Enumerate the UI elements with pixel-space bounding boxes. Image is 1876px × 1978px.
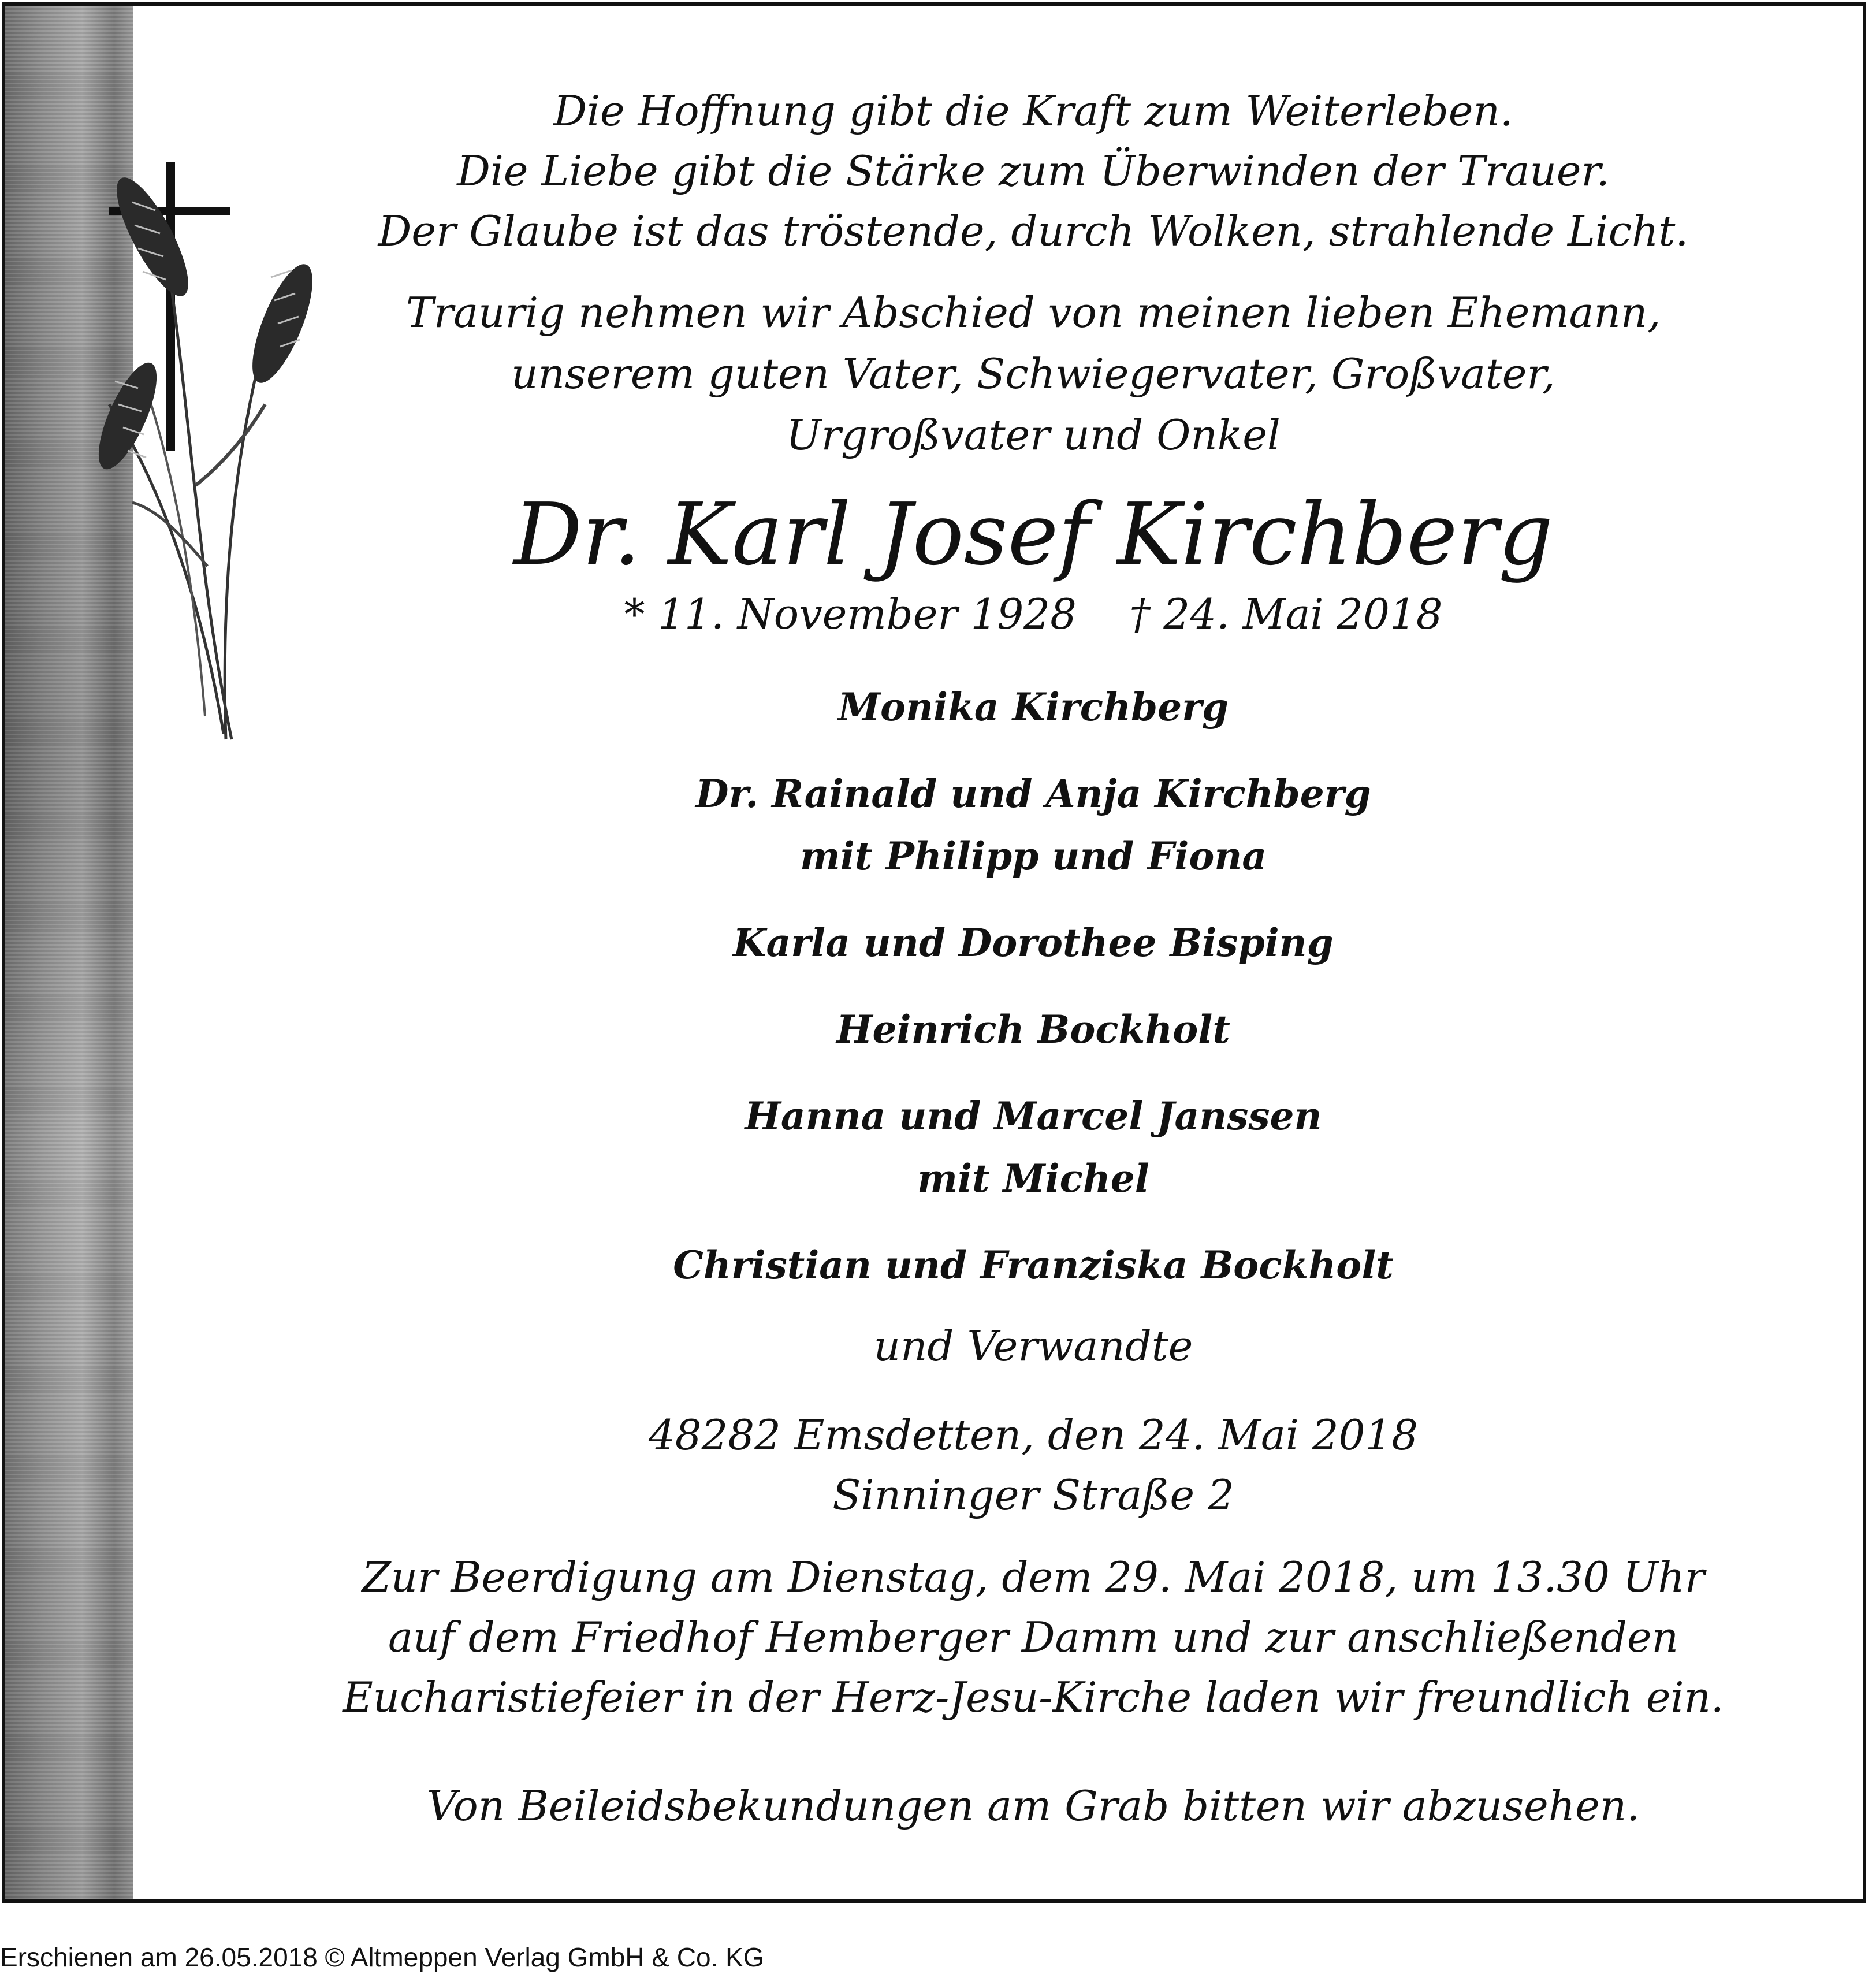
family-list	[282, 676, 1784, 1321]
poem-line: Die Liebe gibt die Stärke zum Überwinden der Trauer.	[457, 147, 1610, 195]
funeral-line: auf dem Friedhof Hemberger Damm und zur anschließenden	[388, 1613, 1678, 1661]
funeral-line: Eucharistiefeier in der Herz-Jesu-Kirche laden wir freundlich ein.	[343, 1673, 1724, 1722]
family-name: Heinrich Bockholt	[836, 1007, 1230, 1052]
life-dates: * 11. November 1928 † 24. Mai 2018	[624, 590, 1443, 638]
intro-text	[282, 282, 1784, 466]
closing-note: Von Beileidsbekundungen am Grab bitten wir abzusehen.	[427, 1782, 1640, 1830]
obituary-content	[282, 6, 1784, 1899]
poem	[282, 81, 1784, 261]
intro-line: Urgroßvater und Onkel	[786, 411, 1281, 459]
poem-line: Die Hoffnung gibt die Kraft zum Weiterleben.	[553, 87, 1513, 135]
relatives-text: und Verwandte	[873, 1322, 1193, 1370]
family-name: Monika Kirchberg	[838, 685, 1229, 730]
family-name: mit Michel	[917, 1156, 1149, 1201]
poem-line: Der Glaube ist das tröstende, durch Wolken, strahlende Licht.	[378, 207, 1689, 255]
funeral-info	[282, 1547, 1784, 1727]
family-group	[282, 763, 1784, 887]
cross-with-wheat-icon	[75, 162, 317, 751]
street-address: Sinninger Straße 2	[832, 1471, 1234, 1519]
family-name: Hanna und Marcel Janssen	[745, 1094, 1322, 1139]
deceased-name: Dr. Karl Josef Kirchberg	[513, 485, 1553, 584]
family-group	[282, 676, 1784, 738]
family-name: Karla und Dorothee Bisping	[733, 920, 1334, 965]
family-name: mit Philipp und Fiona	[799, 834, 1267, 879]
place-date: 48282 Emsdetten, den 24. Mai 2018	[648, 1411, 1419, 1459]
family-name: Christian und Franziska Bockholt	[673, 1243, 1394, 1288]
obituary-frame	[2, 2, 1866, 1903]
family-group	[282, 998, 1784, 1061]
intro-line: Traurig nehmen wir Abschied von meinen lieben Ehemann,	[405, 288, 1661, 337]
place-and-address	[282, 1405, 1784, 1525]
family-group	[282, 1234, 1784, 1296]
funeral-line: Zur Beerdigung am Dienstag, dem 29. Mai 2018, um 13.30 Uhr	[362, 1553, 1705, 1601]
intro-line: unserem guten Vater, Schwiegervater, Großvater,	[511, 350, 1555, 398]
family-group	[282, 912, 1784, 974]
publication-footer: Erschienen am 26.05.2018 © Altmeppen Verlag GmbH & Co. KG	[0, 1942, 764, 1972]
family-name: Dr. Rainald und Anja Kirchberg	[695, 771, 1371, 816]
family-group	[282, 1085, 1784, 1210]
